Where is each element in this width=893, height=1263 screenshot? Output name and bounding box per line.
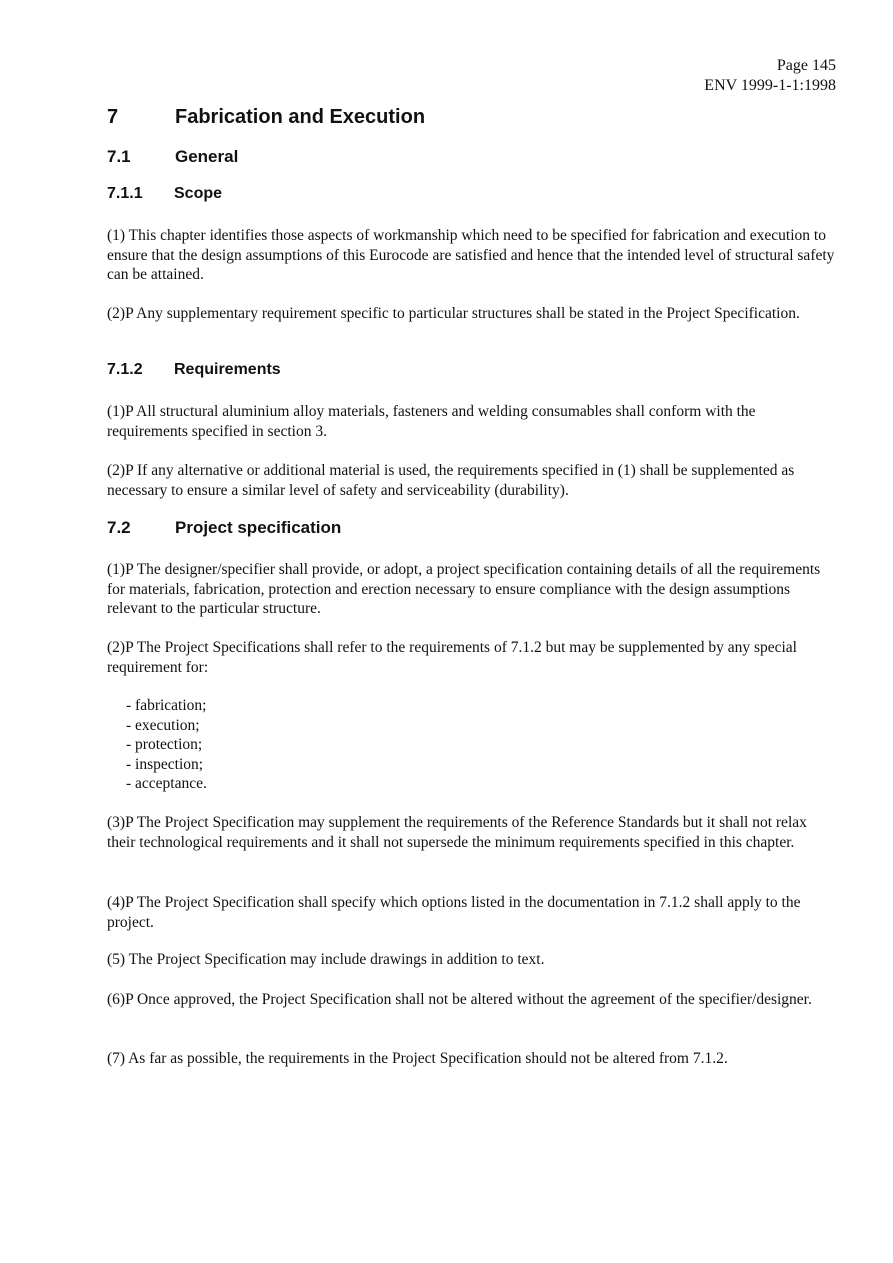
list-item: - acceptance. xyxy=(126,775,207,792)
heading-7 xyxy=(107,106,425,129)
paragraph-7-1-2-2: (2)P If any alternative or additional material is used, the requirements specified in (1) shall be supplemented as necessary to ensure a similar level of safety and serviceability (durability). xyxy=(107,462,795,499)
paragraph-7-2-2: (2)P The Project Specifications shall refer to the requirements of 7.1.2 but may be supplemented by any special requirement for: xyxy=(107,639,797,676)
list-item: - execution; xyxy=(126,716,200,734)
paragraph-7-2-3: (3)P The Project Specification may supplement the requirements of the Reference Standards but it shall not relax their technological requirements and it shall not supersede the minimum requirements specified in this chapter. xyxy=(107,814,807,851)
heading-title: Fabrication and Execution xyxy=(175,106,426,128)
paragraph-7-2-7: (7) As far as possible, the requirements in the Project Specification should not be altered from 7.1.2. xyxy=(107,1050,728,1067)
heading-title: Project specification xyxy=(175,518,342,537)
paragraph-7-2-4: (4)P The Project Specification shall specify which options listed in the documentation in 7.1.2 shall apply to the project. xyxy=(107,894,801,931)
heading-number: 7.1.2 xyxy=(107,361,143,378)
heading-7-2 xyxy=(107,518,341,538)
heading-7-1-1 xyxy=(107,185,222,203)
list-item: - inspection; xyxy=(126,755,204,773)
heading-title: Requirements xyxy=(174,361,281,378)
paragraph-7-2-6: (6)P Once approved, the Project Specification shall not be altered without the agreement of the specifier/designer. xyxy=(107,991,812,1008)
list-item: - fabrication; xyxy=(126,697,207,714)
list-item: - protection; xyxy=(126,736,203,753)
heading-number: 7.1 xyxy=(107,147,131,166)
heading-number: 7 xyxy=(107,106,119,128)
paragraph-7-2-1: (1)P The designer/specifier shall provide, or adopt, a project specification containing details of all the requirements for materials, fabrication, protection and erection necessary to ensure compliance with the design assumptions relevant to the particular structure. xyxy=(107,561,821,617)
heading-7-1 xyxy=(107,147,238,167)
paragraph-7-2-5: (5) The Project Specification may include drawings in addition to text. xyxy=(107,951,545,968)
paragraph-7-1-1-1: (1) This chapter identifies those aspects of workmanship which need to be specified for fabrication and execution to ensure that the design assumptions of this Eurocode are satisfied and hence that the intended level of structural safety can be attained. xyxy=(107,227,835,283)
page-header xyxy=(704,56,836,96)
heading-title: General xyxy=(175,147,239,166)
paragraph-7-1-1-2: (2)P Any supplementary requirement specific to particular structures shall be stated in the Project Specification. xyxy=(107,305,800,322)
page-number: Page 145 xyxy=(776,57,836,74)
heading-title: Scope xyxy=(174,185,223,202)
requirement-list xyxy=(126,696,207,794)
heading-number: 7.1.1 xyxy=(107,185,143,202)
heading-number: 7.2 xyxy=(107,518,131,537)
paragraph-7-1-2-1: (1)P All structural aluminium alloy materials, fasteners and welding consumables shall conform with the requirements specified in section 3. xyxy=(107,403,756,440)
heading-7-1-2 xyxy=(107,361,281,379)
document-code: ENV 1999-1-1:1998 xyxy=(704,77,836,94)
